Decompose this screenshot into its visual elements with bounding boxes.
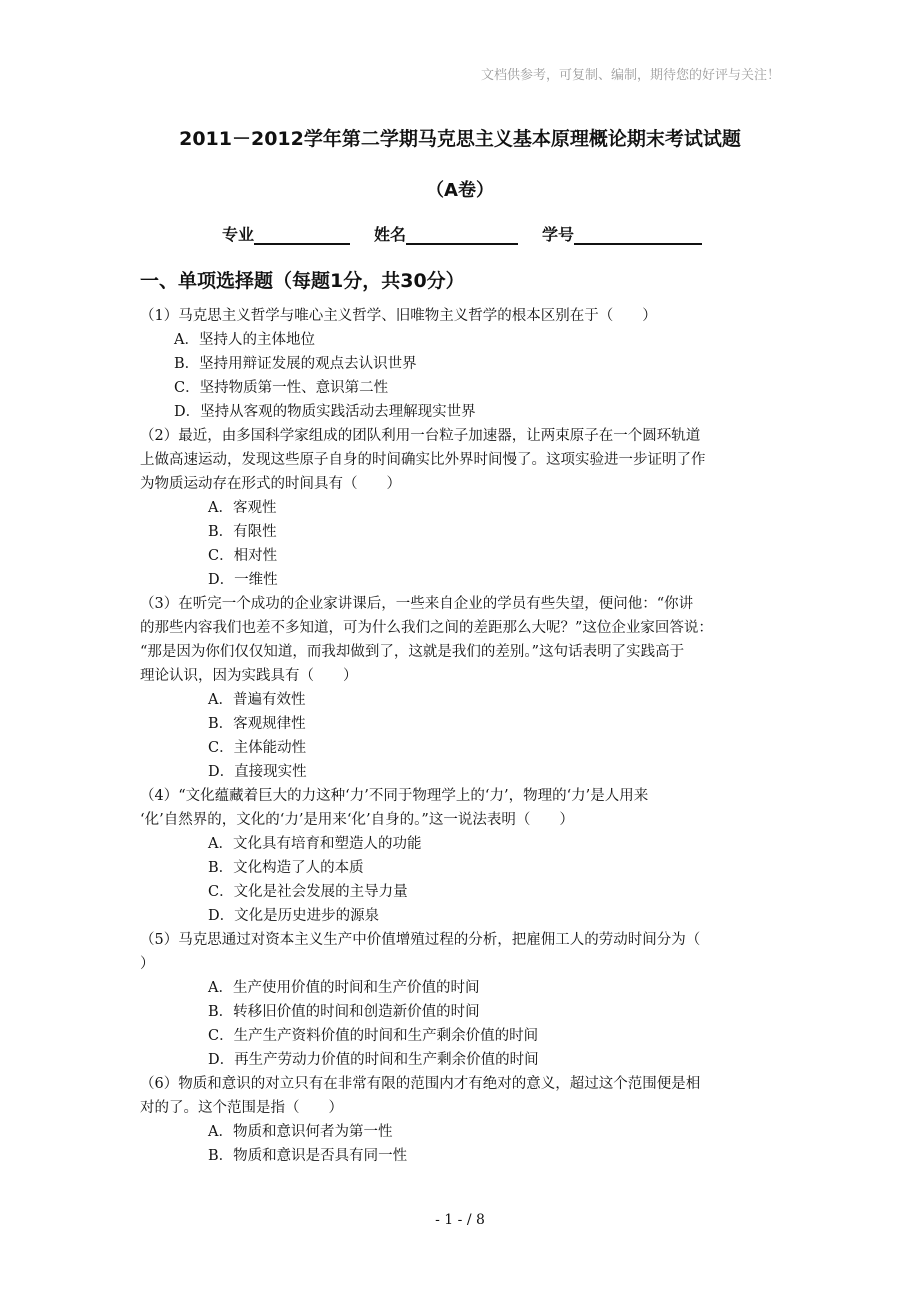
question-option: A．生产使用价值的时间和生产价值的时间 (208, 980, 480, 996)
major-blank (254, 227, 350, 245)
name-blank (406, 227, 518, 245)
question-option: C．主体能动性 (208, 740, 307, 756)
name-field (374, 222, 518, 245)
question-option: D．直接现实性 (208, 764, 307, 780)
name-label: 姓名 (374, 225, 407, 244)
question-option: A．物质和意识何者为第一性 (208, 1124, 393, 1140)
question-option: D．坚持从客观的物质实践活动去理解现实世界 (174, 404, 476, 420)
question-list (140, 304, 790, 1168)
question-option: B．转移旧价值的时间和创造新价值的时间 (208, 1004, 480, 1020)
question-option: C．文化是社会发展的主导力量 (208, 884, 408, 900)
question-stem-line: “那是因为你们仅仅知道，而我却做到了，这就是我们的差别。”这句话表明了实践高于 (140, 644, 685, 660)
page-number: - 1 - / 8 (435, 1212, 485, 1228)
question-option: A．客观性 (208, 500, 277, 516)
exam-title: 2011－2012学年第二学期马克思主义基本原理概论期末考试试题 (179, 128, 741, 150)
question-option: D．一维性 (208, 572, 278, 588)
question-stem-line: （5）马克思通过对资本主义生产中价值增殖过程的分析，把雇佣工人的劳动时间分为（ (140, 932, 701, 948)
question-option: C．坚持物质第一性、意识第二性 (174, 380, 389, 396)
question-stem-line: （3）在听完一个成功的企业家讲课后，一些来自企业的学员有些失望，便问他：“你讲 (140, 596, 694, 612)
question-stem-line: 上做高速运动，发现这些原子自身的时间确实比外界时间慢了。这项实验进一步证明了作 (140, 452, 706, 468)
question-stem-line: 对的了。这个范围是指（ ） (140, 1100, 343, 1116)
question-option: D．再生产劳动力价值的时间和生产剩余价值的时间 (208, 1052, 539, 1068)
header-watermark: 文档供参考，可复制、编制，期待您的好评与关注！ (480, 68, 780, 83)
question-stem-line: 为物质运动存在形式的时间具有（ ） (140, 476, 401, 492)
question-6 (140, 1072, 790, 1168)
question-option: C．生产生产资料价值的时间和生产剩余价值的时间 (208, 1028, 539, 1044)
question-2 (140, 424, 790, 592)
question-5 (140, 928, 790, 1072)
section-heading: 一、单项选择题（每题1分，共30分） (140, 270, 465, 292)
question-option: B．有限性 (208, 524, 277, 540)
major-label: 专业 (222, 225, 255, 244)
question-stem-line: （4）“文化蕴藏着巨大的力这种‘力’不同于物理学上的‘力’，物理的‘力’是人用来 (140, 788, 649, 804)
exam-subtitle: （A卷） (426, 180, 494, 201)
question-option: B．物质和意识是否具有同一性 (208, 1148, 408, 1164)
student-id-label: 学号 (542, 225, 575, 244)
question-stem-line: （2）最近，由多国科学家组成的团队利用一台粒子加速器，让两束原子在一个圆环轨道 (140, 428, 701, 444)
question-stem-line: 的那些内容我们也差不多知道，可为什么我们之间的差距那么大呢？”这位企业家回答说： (140, 620, 713, 636)
question-stem-line: ） (140, 956, 155, 972)
question-1 (140, 304, 790, 424)
question-option: A．文化具有培育和塑造人的功能 (208, 836, 422, 852)
student-id-field (542, 222, 702, 245)
question-stem-line: （1）马克思主义哲学与唯心主义哲学、旧唯物主义哲学的根本区别在于（ ） (140, 308, 657, 324)
question-stem-line: （6）物质和意识的对立只有在非常有限的范围内才有绝对的意义，超过这个范围便是相 (140, 1076, 701, 1092)
question-option: D．文化是历史进步的源泉 (208, 908, 380, 924)
question-4 (140, 784, 790, 928)
question-stem-line: 理论认识，因为实践具有（ ） (140, 668, 358, 684)
question-option: B．文化构造了人的本质 (208, 860, 364, 876)
student-id-blank (574, 227, 702, 245)
question-3 (140, 592, 790, 784)
question-option: A．坚持人的主体地位 (174, 332, 315, 348)
question-stem-line: ‘化’自然界的，文化的‘力’是用来‘化’自身的。”这一说法表明（ ） (140, 812, 574, 828)
major-field (222, 222, 350, 245)
question-option: A．普遍有效性 (208, 692, 306, 708)
student-info-fields (222, 222, 702, 245)
question-option: B．坚持用辩证发展的观点去认识世界 (174, 356, 417, 372)
question-option: C．相对性 (208, 548, 278, 564)
question-option: B．客观规律性 (208, 716, 306, 732)
